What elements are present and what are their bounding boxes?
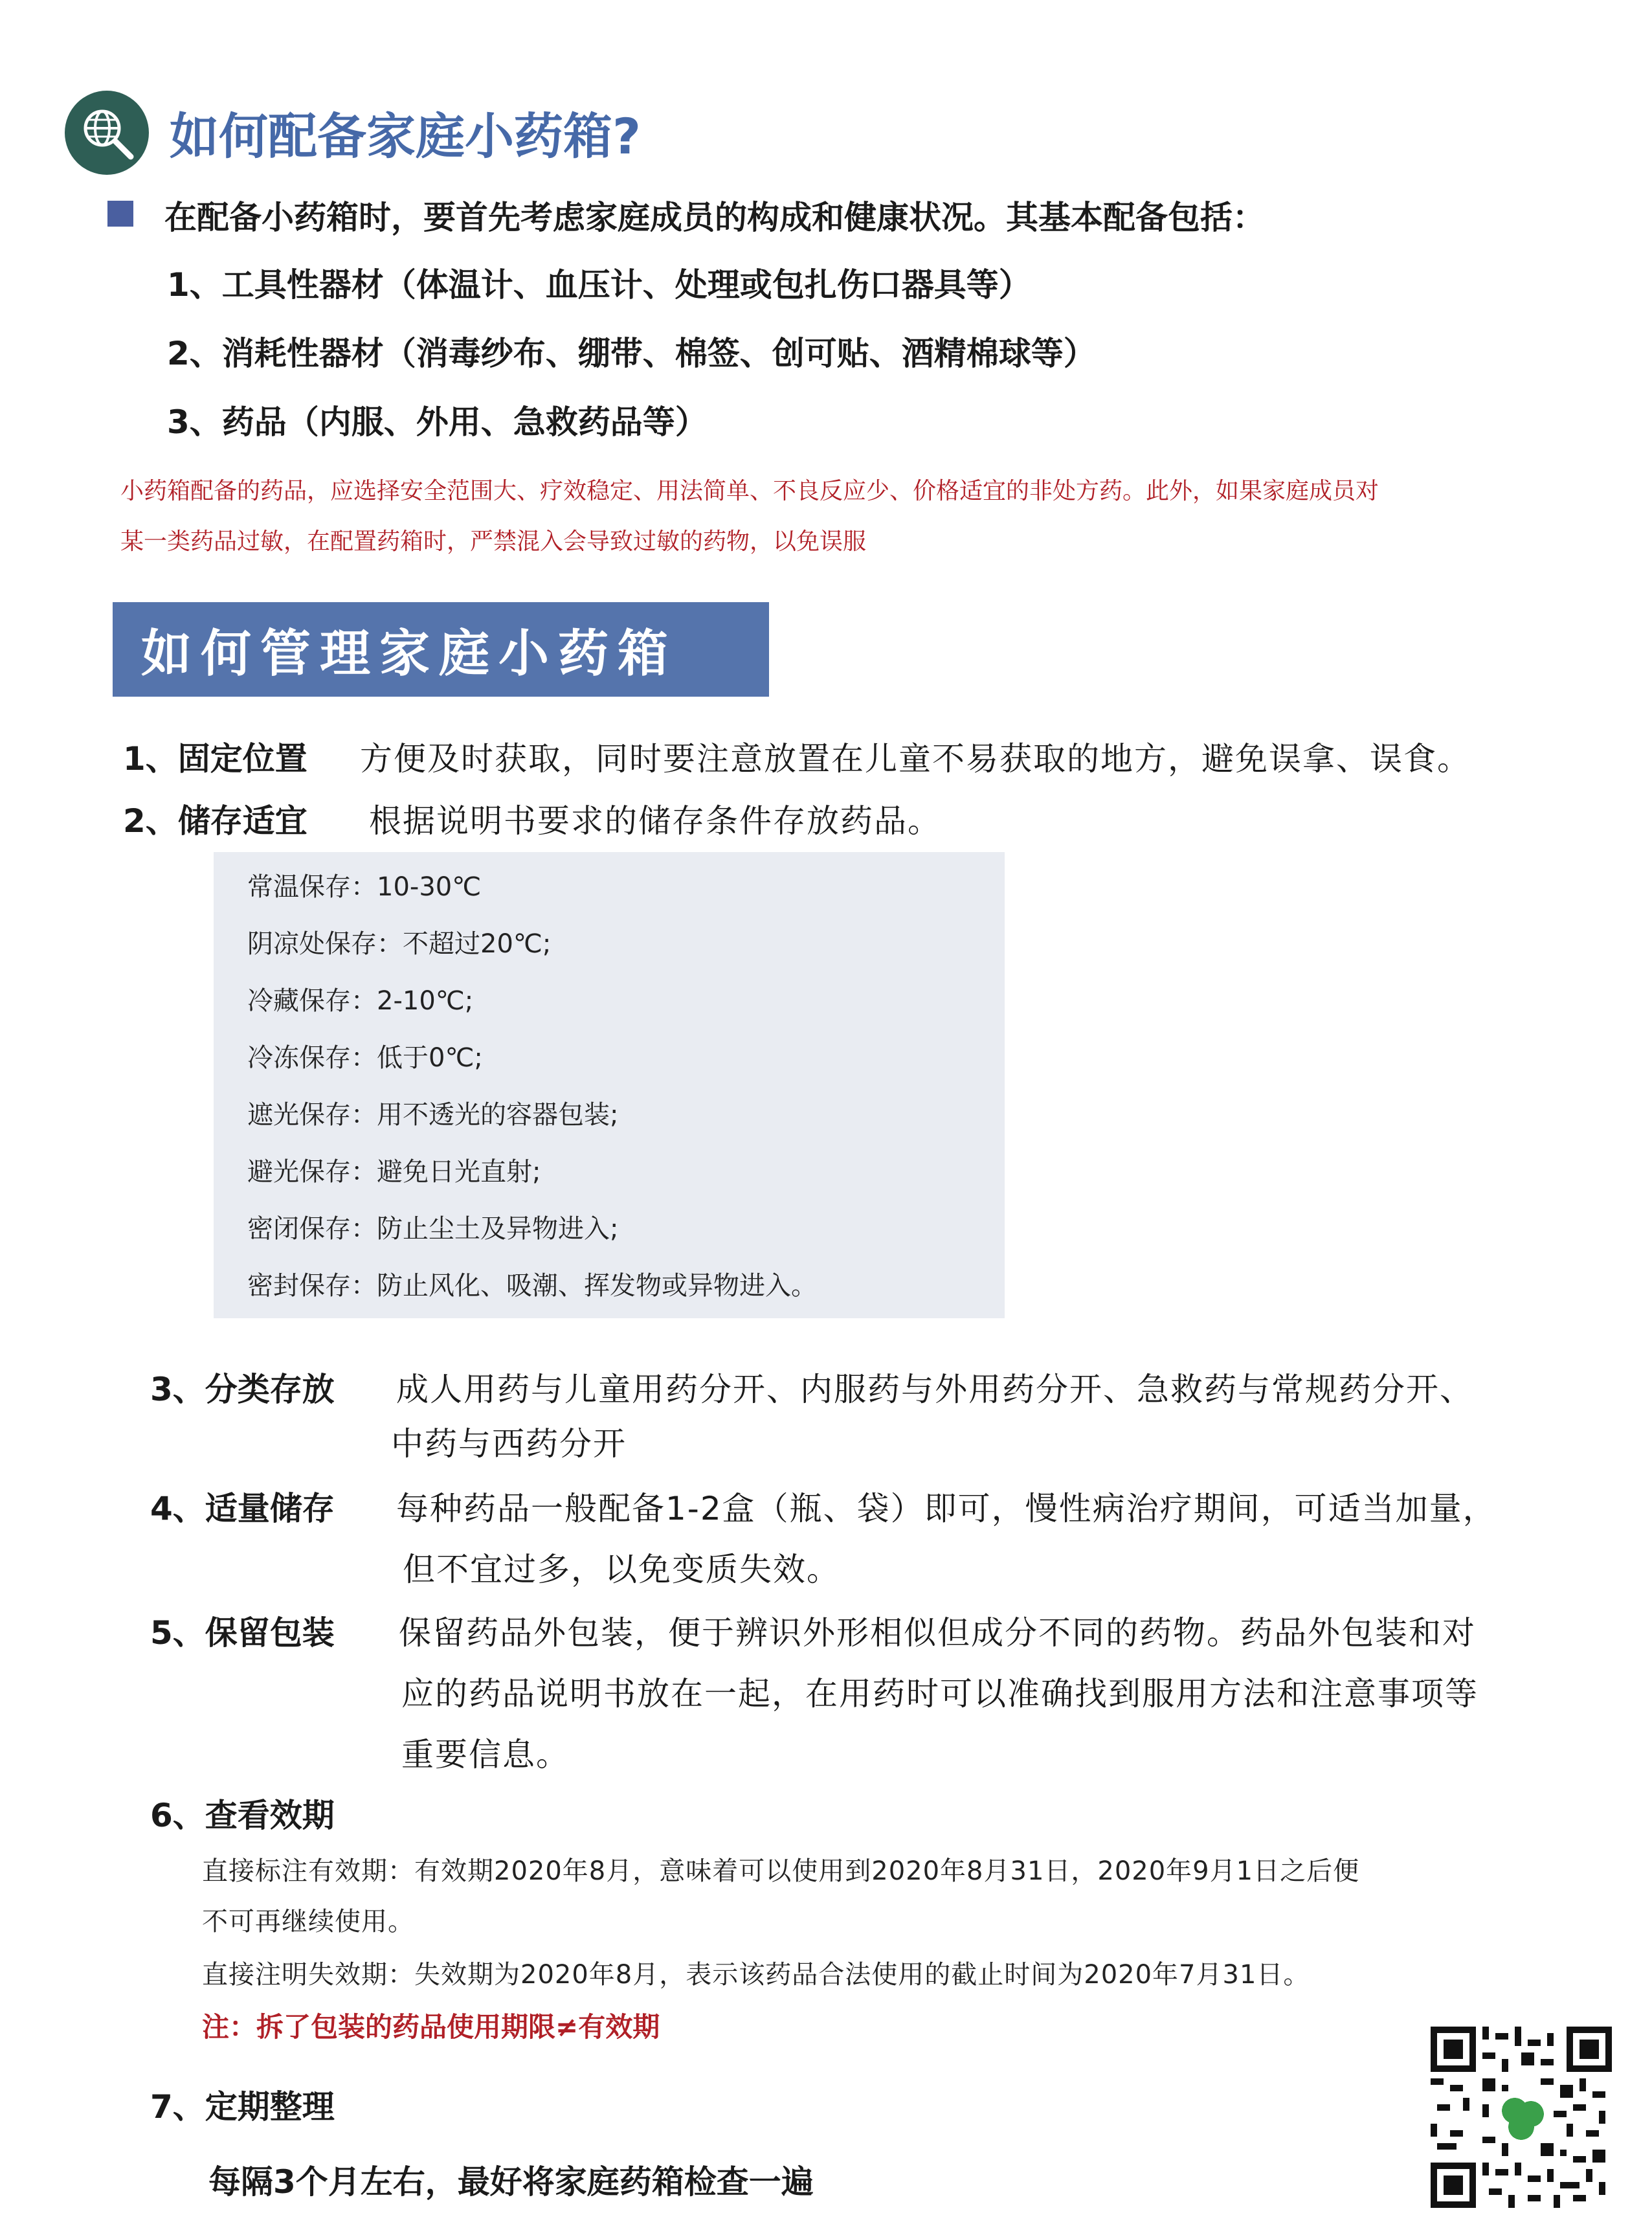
section2-header [113,602,769,697]
step2-label: 2、储存适宜 [123,802,307,840]
expiry-text: 直接标注有效期：有效期2020年8月，意味着可以使用到2020年8月31日，2020年9月1日之后便 [202,1856,1360,1886]
step3-text: 成人用药与儿童用药分开、内服药与外用药分开、急救药与常规药分开、 [396,1371,1473,1408]
qr-code [1431,2027,1612,2208]
storage-item: 冷藏保存：2-10℃; [247,986,474,1016]
storage-conditions-box [214,852,1005,1318]
expiry-text: 不可再继续使用。 [202,1907,414,1937]
step7-text: 每隔3个月左右，最好将家庭药箱检查一遍 [208,2163,814,2201]
storage-item: 密闭保存：防止尘土及异物进入; [247,1214,619,1244]
step4-text: 但不宜过多，以免变质失效。 [403,1551,840,1588]
globe-search-icon [65,91,149,175]
step1-text: 方便及时获取，同时要注意放置在儿童不易获取的地方，避免误拿、误食。 [360,740,1471,778]
kit-item: 2、消耗性器材（消毒纱布、绷带、棉签、创可贴、酒精棉球等） [167,335,1096,372]
step5-text: 保留药品外包装，便于辨识外形相似但成分不同的药物。药品外包装和对 [399,1614,1476,1652]
note-line: 小药箱配备的药品，应选择安全范围大、疗效稳定、用法简单、不良反应少、价格适宜的非处方药。此外，如果家庭成员对 [120,478,1379,504]
step6-label: 6、查看效期 [150,1797,335,1834]
expiry-text: 直接注明失效期：失效期为2020年8月，表示该药品合法使用的截止时间为2020年7月31日。 [202,1960,1310,1990]
section1-lead: 在配备小药箱时，要首先考虑家庭成员的构成和健康状况。其基本配备包括： [164,199,1265,236]
step3-text: 中药与西药分开 [391,1425,627,1463]
step5-label: 5、保留包装 [150,1614,335,1652]
section1-title: 如何配备家庭小药箱? [170,107,642,165]
storage-item: 常温保存：10-30℃ [247,872,482,902]
kit-item: 1、工具性器材（体温计、血压计、处理或包扎伤口器具等） [167,266,1031,304]
storage-item: 遮光保存：用不透光的容器包装; [247,1100,619,1130]
storage-item: 阴凉处保存：不超过20℃; [247,929,552,959]
step7-label: 7、定期整理 [150,2088,335,2126]
section2-title: 如何管理家庭小药箱 [141,625,678,683]
expiry-note: 注：拆了包装的药品使用期限≠有效期 [202,2011,660,2043]
step1-label: 1、固定位置 [123,740,307,778]
square-bullet-icon [107,201,133,227]
step3-label: 3、分类存放 [150,1371,335,1408]
storage-item: 避光保存：避免日光直射; [247,1157,541,1187]
step5-text: 应的药品说明书放在一起，在用药时可以准确找到服用方法和注意事项等 [401,1675,1479,1713]
storage-item: 冷冻保存：低于0℃; [247,1043,483,1073]
step5-text: 重要信息。 [401,1736,570,1773]
step4-label: 4、适量储存 [150,1490,335,1527]
storage-item: 密封保存：防止风化、吸潮、挥发物或异物进入。 [247,1271,817,1301]
kit-item: 3、药品（内服、外用、急救药品等） [167,403,708,441]
step2-text: 根据说明书要求的储存条件存放药品。 [369,802,941,840]
step4-text: 每种药品一般配备1-2盒（瓶、袋）即可，慢性病治疗期间，可适当加量， [396,1490,1497,1527]
note-line: 某一类药品过敏，在配置药箱时，严禁混入会导致过敏的药物，以免误服 [120,528,867,555]
